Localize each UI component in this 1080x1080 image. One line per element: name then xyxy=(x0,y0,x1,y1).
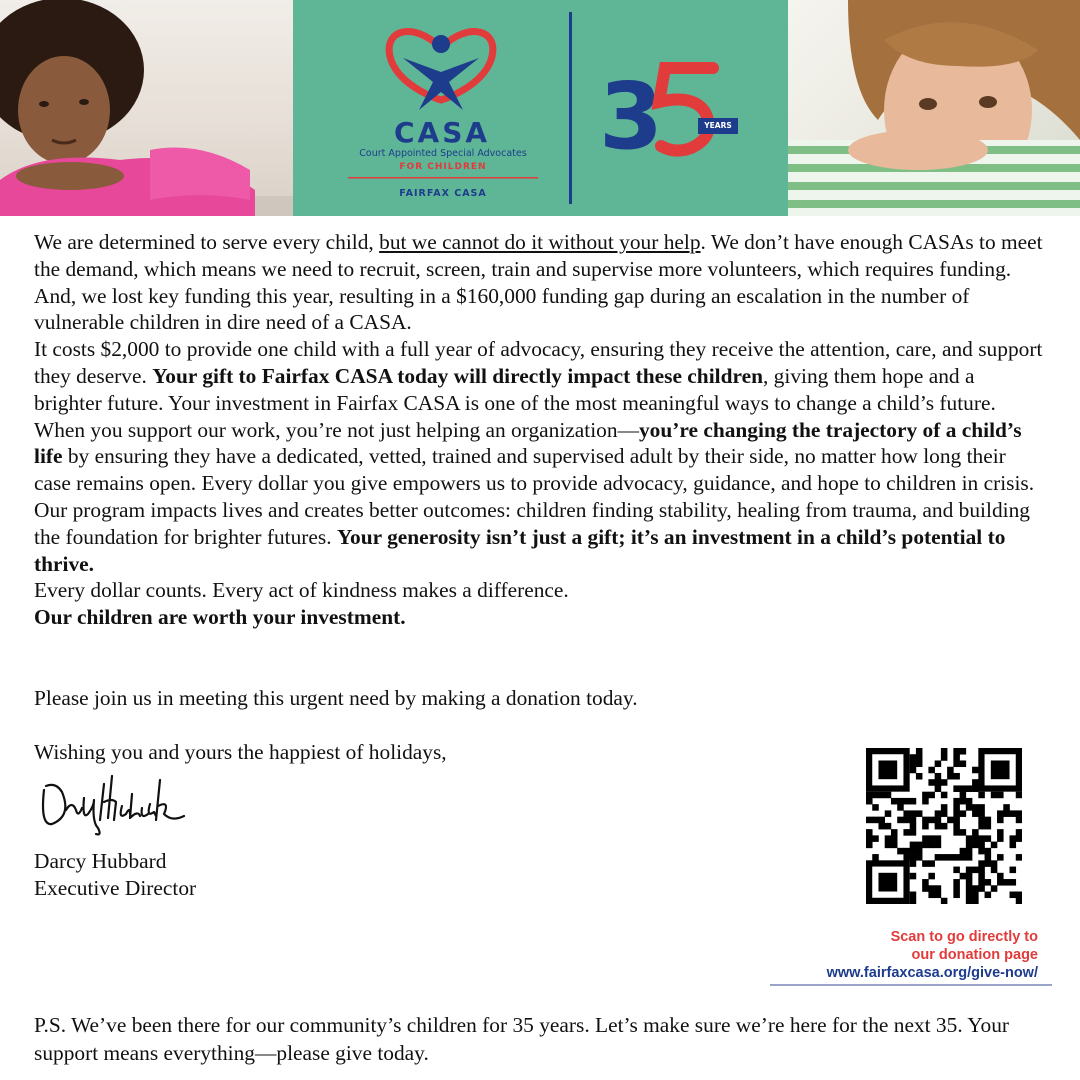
qr-caption-line-2: our donation page xyxy=(911,947,1038,963)
paragraph-impact xyxy=(34,417,1044,578)
signer-name: Darcy Hubbard xyxy=(34,849,167,873)
casa-for-children: FOR CHILDREN xyxy=(399,162,487,172)
holiday-closing: Wishing you and yours the happiest of holidays, xyxy=(34,740,447,764)
casa-subtitle: Court Appointed Special Advocates xyxy=(359,148,527,159)
handwritten-signature xyxy=(38,770,188,840)
p1-underlined-emphasis: but we cannot do it without your help xyxy=(379,230,701,254)
paragraph-worth-it xyxy=(34,604,1044,631)
years-badge: YEARS xyxy=(698,118,738,134)
qr-caption-line-1: Scan to go directly to xyxy=(890,929,1038,945)
casa-wordmark: CASA xyxy=(393,116,491,149)
paragraph-every-dollar: Every dollar counts. Every act of kindness makes a difference. xyxy=(34,578,569,603)
child-right-photo xyxy=(788,0,1080,216)
svg-text:3: 3 xyxy=(599,63,664,170)
qr-caption xyxy=(760,928,1038,964)
donation-url-link[interactable]: www.fairfaxcasa.org/give-now/ xyxy=(826,965,1038,981)
signer-title: Executive Director xyxy=(34,876,197,900)
donation-qr-code[interactable] xyxy=(866,748,1022,904)
letter-body xyxy=(34,229,1044,631)
p5-bold: Our children are worth your investment. xyxy=(34,605,406,630)
postscript: P.S. We’ve been there for our community’s children for 35 years. Let’s make sure we’re here for the next 35. Your support means everything—please give today. xyxy=(34,1013,1010,1065)
p1-intro: We are determined to serve every child, xyxy=(34,230,380,254)
p3-intro: When you support our work, you’re not just helping an organization— xyxy=(34,417,639,442)
url-underline-divider xyxy=(770,984,1052,986)
p3-bold-conclusion: Your generosity isn’t just a gift; it’s an investment in a child’s potential to thrive. xyxy=(34,524,1006,576)
p2-bold-emphasis: Your gift to Fairfax CASA today will directly impact these children xyxy=(152,363,763,388)
child-left-photo xyxy=(0,0,293,216)
p3-middle: by ensuring they have a dedicated, vetted, trained and supervised adult by their side, no matter how long their case remains open. Every dollar you give empowers us to provide advocacy, guidance, and hope to children in crisis. Our program impacts lives and creates better outcomes: children finding stability, healing from trauma, and building the foundation for brighter futures. xyxy=(34,444,1035,549)
p3-bold-emphasis: you’re changing the trajectory of a child’s life xyxy=(34,417,1022,469)
casa-logo-banner xyxy=(293,0,788,216)
paragraph-funding-need xyxy=(34,229,1044,336)
appeal-line: Please join us in meeting this urgent need by making a donation today. xyxy=(34,686,638,710)
p1-rest: . We don’t have enough CASAs to meet the demand, which means we need to recruit, screen, train and supervise more volunteers, which requires funding. And, we lost key funding this year, resulting in a $160,000 funding gap during an escalation in the number of vulnerable children in dire need of a CASA. xyxy=(34,230,1043,335)
header-banner xyxy=(0,0,1080,216)
p2-rest: , giving them hope and a brighter future. Your investment in Fairfax CASA is one of the most meaningful ways to change a child’s future. xyxy=(34,363,996,415)
p2-intro: It costs $2,000 to provide one child with a full year of advocacy, ensuring they receive the attention, care, and support they deserve. xyxy=(34,337,1043,388)
paragraph-cost xyxy=(34,336,1044,416)
casa-chapter-name: FAIRFAX CASA xyxy=(399,188,487,199)
